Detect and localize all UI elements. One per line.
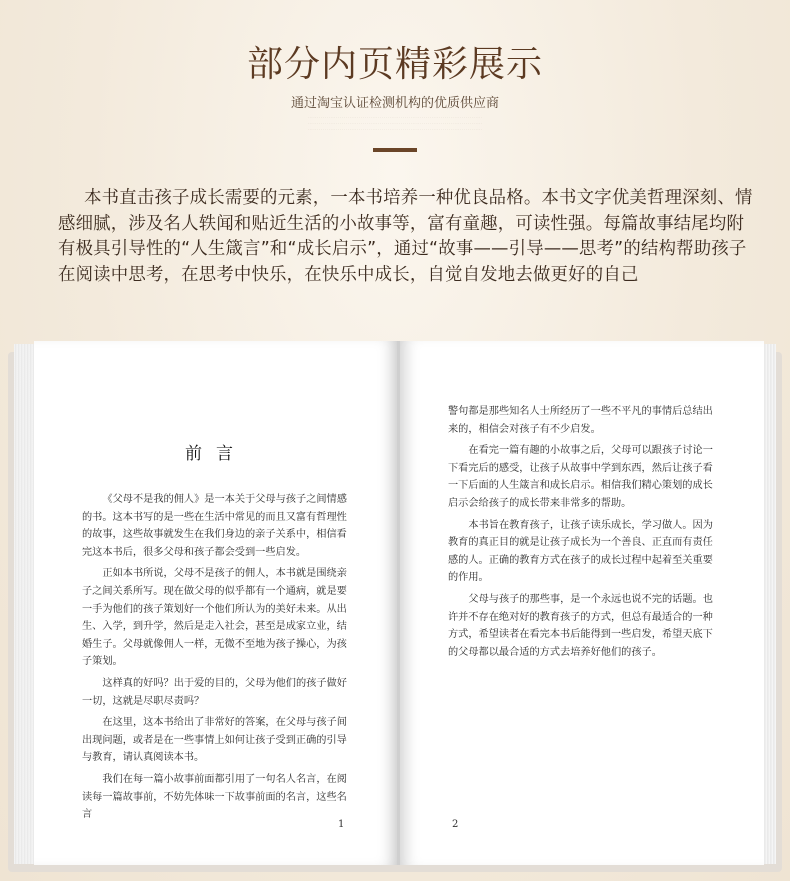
book-right-page — [400, 341, 764, 865]
page-subtitle: 通过淘宝认证检测机构的优质供应商 — [290, 96, 499, 111]
left-paragraph: 正如本书所说，父母不是孩子的佣人，本书就是围绕亲子之间关系所写。现在做父母的似乎都有一个通病，就是要一手为他们的孩子策划好一个他们所认为的美好未来。从出生、入学，到升学，然后是走入社会，甚至是成家立业，结婚生子。父母就像佣人一样，无微不至地为孩子操心，为孩子策划。 — [82, 568, 347, 668]
right-paragraph: 在看完一篇有趣的小故事之后，父母可以跟孩子讨论一下看完后的感受，让孩子从故事中学到东西，然后让孩子看一下后面的人生箴言和成长启示。相信我们精心策划的成长启示会给孩子的成长带来非常多的帮助。 — [448, 445, 713, 509]
left-paragraph: 《父母不是我的佣人》是一本关于父母与孩子之间情感的书。这本书写的是一些在生活中常见的而且又富有哲理性的故事，这些故事就发生在我们身边的亲子关系中，相信看完这本书后，很多父母和孩子都会受到一些启发。 — [82, 494, 347, 558]
decorative-fine-print: · · · · · · · · · · · · · · · · · · · · · · · · · · · · · · · · · · · · · · · · · · · · · · · · · · · · · · · · · · · · · · · · · · · · · · · · · · · · · · · · · · · · · · · · · · · · — [307, 115, 483, 119]
right-page-text — [448, 403, 716, 665]
right-paragraph: 警句都是那些知名人士所经历了一些不平凡的事情后总结出来的，相信会对孩子有不少启发。 — [448, 406, 713, 435]
decorative-fine-print: · · · · · · · · · · · · · · · · · · · · · · · · · · · · · · · · · · · · · · · · · · · · · · · · · · · · · · · · · · · · · · · · · · · · · · · · · · · · · · · · · · · · · · · · · · · · — [307, 121, 483, 125]
page-title: 部分内页精彩展示 — [246, 44, 543, 85]
left-paragraph: 在这里，这本书给出了非常好的答案，在父母与孩子间出现问题，或者是在一些事情上如何让孩子受到正确的引导与教育，请认真阅读本书。 — [82, 717, 347, 764]
left-paragraph: 这样真的好吗？出于爱的目的，父母为他们的孩子做好一切，这就是尽职尽责吗？ — [82, 677, 347, 707]
book-left-page — [34, 341, 398, 865]
right-paragraph: 父母与孩子的那些事，是一个永远也说不完的话题。也许并不存在绝对好的教育孩子的方式，但总有最适合的一种方式，希望读者在看完本书后能得到一些启发，希望天底下的父母都以最合适的方式去培养好他们的孩子。 — [448, 593, 713, 658]
page-number: 2 — [452, 819, 459, 830]
left-page-text — [82, 491, 348, 828]
preface-heading: 前言 — [185, 444, 247, 464]
decorative-fine-print: · · · · · · · · · · · · · · · · · · · · · · · · · · · · · · · · · · · · · · · · · · · · · · · · · · · · · · · · · · · · · · · · · · · · · · · · · · · · · · · · · · · · · · · · · · · · — [307, 127, 483, 131]
title-divider — [373, 148, 417, 152]
right-paragraph: 本书旨在教育孩子，让孩子读乐成长，学习做人。因为教育的真正目的就是让孩子成长为一个善良、正直而有责任感的人。正确的教育方式在孩子的成长过程中起着至关重要的作用。 — [448, 519, 713, 584]
page-number: 1 — [338, 819, 345, 830]
intro-paragraph: 本书直击孩子成长需要的元素，一本书培养一种优良品格。本书文字优美哲理深刻、情感细腻，涉及名人轶闻和贴近生活的小故事等，富有童趣，可读性强。每篇故事结尾均附有极具引导性的“人生箴言”和“成长启示”，通过“故事——引导——思考”的结构帮助孩子在阅读中思考，在思考中快乐，在快乐中成长，自觉自发地去做更好的自己 — [58, 188, 753, 285]
left-paragraph: 我们在每一篇小故事前面都引用了一句名人名言，在阅读每一篇故事前，不妨先体味一下故事前面的名言，这些名言 — [82, 773, 347, 821]
